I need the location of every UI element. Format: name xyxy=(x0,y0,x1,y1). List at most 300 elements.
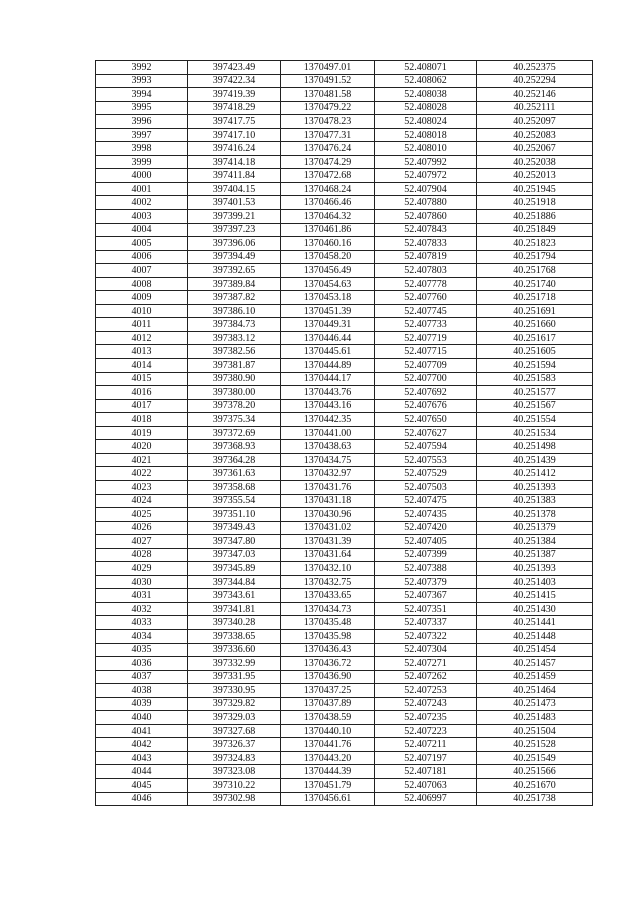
longitude-cell: 40.251441 xyxy=(477,616,593,630)
y-coordinate-cell: 1370456.49 xyxy=(281,264,375,278)
point-number-cell: 4036 xyxy=(96,657,188,671)
x-coordinate-cell: 397329.03 xyxy=(188,711,281,725)
x-coordinate-cell: 397423.49 xyxy=(188,61,281,75)
latitude-cell: 52.408024 xyxy=(375,115,477,129)
table-row xyxy=(96,291,593,305)
point-number-cell: 4004 xyxy=(96,223,188,237)
x-coordinate-cell: 397345.89 xyxy=(188,562,281,576)
longitude-cell: 40.251823 xyxy=(477,237,593,251)
latitude-cell: 52.407399 xyxy=(375,548,477,562)
point-number-cell: 4029 xyxy=(96,562,188,576)
table-row xyxy=(96,616,593,630)
table-body xyxy=(96,61,593,806)
point-number-cell: 4020 xyxy=(96,440,188,454)
x-coordinate-cell: 397347.03 xyxy=(188,548,281,562)
table-row xyxy=(96,399,593,413)
latitude-cell: 52.408062 xyxy=(375,74,477,88)
point-number-cell: 3997 xyxy=(96,128,188,142)
x-coordinate-cell: 397336.60 xyxy=(188,643,281,657)
x-coordinate-cell: 397411.84 xyxy=(188,169,281,183)
x-coordinate-cell: 397416.24 xyxy=(188,142,281,156)
table-row xyxy=(96,602,593,616)
latitude-cell: 52.407181 xyxy=(375,765,477,779)
x-coordinate-cell: 397414.18 xyxy=(188,155,281,169)
x-coordinate-cell: 397396.06 xyxy=(188,237,281,251)
latitude-cell: 52.407833 xyxy=(375,237,477,251)
y-coordinate-cell: 1370436.72 xyxy=(281,657,375,671)
latitude-cell: 52.407627 xyxy=(375,426,477,440)
y-coordinate-cell: 1370476.24 xyxy=(281,142,375,156)
y-coordinate-cell: 1370453.18 xyxy=(281,291,375,305)
table-row xyxy=(96,318,593,332)
latitude-cell: 52.407503 xyxy=(375,480,477,494)
latitude-cell: 52.407880 xyxy=(375,196,477,210)
y-coordinate-cell: 1370443.76 xyxy=(281,386,375,400)
longitude-cell: 40.251504 xyxy=(477,724,593,738)
longitude-cell: 40.251670 xyxy=(477,778,593,792)
x-coordinate-cell: 397394.49 xyxy=(188,250,281,264)
latitude-cell: 52.407271 xyxy=(375,657,477,671)
y-coordinate-cell: 1370460.16 xyxy=(281,237,375,251)
table-row xyxy=(96,128,593,142)
y-coordinate-cell: 1370436.43 xyxy=(281,643,375,657)
latitude-cell: 52.407420 xyxy=(375,521,477,535)
longitude-cell: 40.252294 xyxy=(477,74,593,88)
y-coordinate-cell: 1370474.29 xyxy=(281,155,375,169)
point-number-cell: 4024 xyxy=(96,494,188,508)
point-number-cell: 3994 xyxy=(96,88,188,102)
longitude-cell: 40.251617 xyxy=(477,331,593,345)
latitude-cell: 52.407709 xyxy=(375,359,477,373)
longitude-cell: 40.251768 xyxy=(477,264,593,278)
longitude-cell: 40.251718 xyxy=(477,291,593,305)
point-number-cell: 4019 xyxy=(96,426,188,440)
point-number-cell: 4021 xyxy=(96,453,188,467)
point-number-cell: 4010 xyxy=(96,304,188,318)
longitude-cell: 40.251605 xyxy=(477,345,593,359)
latitude-cell: 52.407733 xyxy=(375,318,477,332)
latitude-cell: 52.407337 xyxy=(375,616,477,630)
longitude-cell: 40.251567 xyxy=(477,399,593,413)
x-coordinate-cell: 397372.69 xyxy=(188,426,281,440)
latitude-cell: 52.407692 xyxy=(375,386,477,400)
longitude-cell: 40.251454 xyxy=(477,643,593,657)
point-number-cell: 4017 xyxy=(96,399,188,413)
latitude-cell: 52.407223 xyxy=(375,724,477,738)
point-number-cell: 4007 xyxy=(96,264,188,278)
x-coordinate-cell: 397310.22 xyxy=(188,778,281,792)
longitude-cell: 40.251566 xyxy=(477,765,593,779)
x-coordinate-cell: 397351.10 xyxy=(188,508,281,522)
latitude-cell: 52.407778 xyxy=(375,277,477,291)
x-coordinate-cell: 397340.28 xyxy=(188,616,281,630)
longitude-cell: 40.251945 xyxy=(477,182,593,196)
table-row xyxy=(96,142,593,156)
y-coordinate-cell: 1370479.22 xyxy=(281,101,375,115)
y-coordinate-cell: 1370458.20 xyxy=(281,250,375,264)
y-coordinate-cell: 1370440.10 xyxy=(281,724,375,738)
point-number-cell: 4027 xyxy=(96,535,188,549)
longitude-cell: 40.251740 xyxy=(477,277,593,291)
table-row xyxy=(96,413,593,427)
x-coordinate-cell: 397344.84 xyxy=(188,575,281,589)
point-number-cell: 4033 xyxy=(96,616,188,630)
y-coordinate-cell: 1370434.75 xyxy=(281,453,375,467)
point-number-cell: 4039 xyxy=(96,697,188,711)
point-number-cell: 3993 xyxy=(96,74,188,88)
latitude-cell: 52.407379 xyxy=(375,575,477,589)
x-coordinate-cell: 397401.53 xyxy=(188,196,281,210)
x-coordinate-cell: 397397.23 xyxy=(188,223,281,237)
latitude-cell: 52.407197 xyxy=(375,751,477,765)
y-coordinate-cell: 1370431.02 xyxy=(281,521,375,535)
latitude-cell: 52.407304 xyxy=(375,643,477,657)
y-coordinate-cell: 1370436.90 xyxy=(281,670,375,684)
table-row xyxy=(96,88,593,102)
table-row xyxy=(96,210,593,224)
latitude-cell: 52.407904 xyxy=(375,182,477,196)
point-number-cell: 4046 xyxy=(96,792,188,806)
y-coordinate-cell: 1370472.68 xyxy=(281,169,375,183)
coordinate-table xyxy=(95,60,593,806)
point-number-cell: 4016 xyxy=(96,386,188,400)
x-coordinate-cell: 397392.65 xyxy=(188,264,281,278)
point-number-cell: 4035 xyxy=(96,643,188,657)
table-row xyxy=(96,575,593,589)
longitude-cell: 40.251498 xyxy=(477,440,593,454)
table-row xyxy=(96,657,593,671)
latitude-cell: 52.408071 xyxy=(375,61,477,75)
table-row xyxy=(96,74,593,88)
table-row xyxy=(96,223,593,237)
y-coordinate-cell: 1370444.89 xyxy=(281,359,375,373)
longitude-cell: 40.251464 xyxy=(477,684,593,698)
point-number-cell: 3996 xyxy=(96,115,188,129)
table-row xyxy=(96,467,593,481)
x-coordinate-cell: 397418.29 xyxy=(188,101,281,115)
point-number-cell: 4028 xyxy=(96,548,188,562)
x-coordinate-cell: 397326.37 xyxy=(188,738,281,752)
longitude-cell: 40.252083 xyxy=(477,128,593,142)
y-coordinate-cell: 1370464.32 xyxy=(281,210,375,224)
point-number-cell: 4031 xyxy=(96,589,188,603)
latitude-cell: 52.406997 xyxy=(375,792,477,806)
y-coordinate-cell: 1370449.31 xyxy=(281,318,375,332)
point-number-cell: 4012 xyxy=(96,331,188,345)
y-coordinate-cell: 1370441.00 xyxy=(281,426,375,440)
x-coordinate-cell: 397338.65 xyxy=(188,629,281,643)
table-row xyxy=(96,670,593,684)
latitude-cell: 52.407803 xyxy=(375,264,477,278)
latitude-cell: 52.407235 xyxy=(375,711,477,725)
y-coordinate-cell: 1370431.39 xyxy=(281,535,375,549)
longitude-cell: 40.252097 xyxy=(477,115,593,129)
longitude-cell: 40.251691 xyxy=(477,304,593,318)
longitude-cell: 40.251412 xyxy=(477,467,593,481)
y-coordinate-cell: 1370432.97 xyxy=(281,467,375,481)
latitude-cell: 52.407819 xyxy=(375,250,477,264)
point-number-cell: 4041 xyxy=(96,724,188,738)
table-row xyxy=(96,115,593,129)
y-coordinate-cell: 1370435.98 xyxy=(281,629,375,643)
table-row xyxy=(96,589,593,603)
x-coordinate-cell: 397380.90 xyxy=(188,372,281,386)
x-coordinate-cell: 397347.80 xyxy=(188,535,281,549)
point-number-cell: 4018 xyxy=(96,413,188,427)
x-coordinate-cell: 397417.75 xyxy=(188,115,281,129)
longitude-cell: 40.251383 xyxy=(477,494,593,508)
y-coordinate-cell: 1370454.63 xyxy=(281,277,375,291)
table-row xyxy=(96,386,593,400)
y-coordinate-cell: 1370461.86 xyxy=(281,223,375,237)
latitude-cell: 52.408038 xyxy=(375,88,477,102)
x-coordinate-cell: 397380.00 xyxy=(188,386,281,400)
latitude-cell: 52.407063 xyxy=(375,778,477,792)
table-row xyxy=(96,277,593,291)
y-coordinate-cell: 1370451.39 xyxy=(281,304,375,318)
latitude-cell: 52.407843 xyxy=(375,223,477,237)
y-coordinate-cell: 1370431.18 xyxy=(281,494,375,508)
y-coordinate-cell: 1370437.89 xyxy=(281,697,375,711)
point-number-cell: 3999 xyxy=(96,155,188,169)
table-row xyxy=(96,196,593,210)
x-coordinate-cell: 397364.28 xyxy=(188,453,281,467)
table-row xyxy=(96,751,593,765)
latitude-cell: 52.407529 xyxy=(375,467,477,481)
y-coordinate-cell: 1370432.10 xyxy=(281,562,375,576)
x-coordinate-cell: 397387.82 xyxy=(188,291,281,305)
latitude-cell: 52.407553 xyxy=(375,453,477,467)
point-number-cell: 4022 xyxy=(96,467,188,481)
point-number-cell: 4026 xyxy=(96,521,188,535)
y-coordinate-cell: 1370468.24 xyxy=(281,182,375,196)
y-coordinate-cell: 1370434.73 xyxy=(281,602,375,616)
latitude-cell: 52.407435 xyxy=(375,508,477,522)
y-coordinate-cell: 1370431.76 xyxy=(281,480,375,494)
latitude-cell: 52.407367 xyxy=(375,589,477,603)
point-number-cell: 4006 xyxy=(96,250,188,264)
table-row xyxy=(96,765,593,779)
table-row xyxy=(96,155,593,169)
point-number-cell: 4013 xyxy=(96,345,188,359)
y-coordinate-cell: 1370466.46 xyxy=(281,196,375,210)
y-coordinate-cell: 1370444.39 xyxy=(281,765,375,779)
table-row xyxy=(96,494,593,508)
point-number-cell: 4001 xyxy=(96,182,188,196)
y-coordinate-cell: 1370441.76 xyxy=(281,738,375,752)
point-number-cell: 4014 xyxy=(96,359,188,373)
y-coordinate-cell: 1370437.25 xyxy=(281,684,375,698)
longitude-cell: 40.252375 xyxy=(477,61,593,75)
longitude-cell: 40.251738 xyxy=(477,792,593,806)
latitude-cell: 52.407860 xyxy=(375,210,477,224)
x-coordinate-cell: 397399.21 xyxy=(188,210,281,224)
latitude-cell: 52.407992 xyxy=(375,155,477,169)
point-number-cell: 4005 xyxy=(96,237,188,251)
x-coordinate-cell: 397384.73 xyxy=(188,318,281,332)
table-row xyxy=(96,643,593,657)
longitude-cell: 40.251528 xyxy=(477,738,593,752)
y-coordinate-cell: 1370444.17 xyxy=(281,372,375,386)
y-coordinate-cell: 1370431.64 xyxy=(281,548,375,562)
longitude-cell: 40.251379 xyxy=(477,521,593,535)
latitude-cell: 52.407405 xyxy=(375,535,477,549)
point-number-cell: 3998 xyxy=(96,142,188,156)
table-row xyxy=(96,548,593,562)
longitude-cell: 40.251430 xyxy=(477,602,593,616)
x-coordinate-cell: 397332.99 xyxy=(188,657,281,671)
point-number-cell: 4045 xyxy=(96,778,188,792)
longitude-cell: 40.252146 xyxy=(477,88,593,102)
longitude-cell: 40.251378 xyxy=(477,508,593,522)
longitude-cell: 40.251415 xyxy=(477,589,593,603)
x-coordinate-cell: 397404.15 xyxy=(188,182,281,196)
y-coordinate-cell: 1370442.35 xyxy=(281,413,375,427)
longitude-cell: 40.251918 xyxy=(477,196,593,210)
point-number-cell: 4003 xyxy=(96,210,188,224)
x-coordinate-cell: 397417.10 xyxy=(188,128,281,142)
point-number-cell: 4032 xyxy=(96,602,188,616)
latitude-cell: 52.407253 xyxy=(375,684,477,698)
table-row xyxy=(96,101,593,115)
longitude-cell: 40.252038 xyxy=(477,155,593,169)
latitude-cell: 52.407760 xyxy=(375,291,477,305)
latitude-cell: 52.407211 xyxy=(375,738,477,752)
x-coordinate-cell: 397327.68 xyxy=(188,724,281,738)
x-coordinate-cell: 397382.56 xyxy=(188,345,281,359)
latitude-cell: 52.407719 xyxy=(375,331,477,345)
x-coordinate-cell: 397375.34 xyxy=(188,413,281,427)
latitude-cell: 52.408010 xyxy=(375,142,477,156)
x-coordinate-cell: 397368.93 xyxy=(188,440,281,454)
table-row xyxy=(96,264,593,278)
latitude-cell: 52.407388 xyxy=(375,562,477,576)
point-number-cell: 4009 xyxy=(96,291,188,305)
latitude-cell: 52.407475 xyxy=(375,494,477,508)
table-row xyxy=(96,453,593,467)
x-coordinate-cell: 397419.39 xyxy=(188,88,281,102)
longitude-cell: 40.251849 xyxy=(477,223,593,237)
x-coordinate-cell: 397324.83 xyxy=(188,751,281,765)
x-coordinate-cell: 397378.20 xyxy=(188,399,281,413)
table-row xyxy=(96,304,593,318)
latitude-cell: 52.408028 xyxy=(375,101,477,115)
y-coordinate-cell: 1370432.75 xyxy=(281,575,375,589)
point-number-cell: 4040 xyxy=(96,711,188,725)
x-coordinate-cell: 397349.43 xyxy=(188,521,281,535)
latitude-cell: 52.407262 xyxy=(375,670,477,684)
y-coordinate-cell: 1370451.79 xyxy=(281,778,375,792)
longitude-cell: 40.251439 xyxy=(477,453,593,467)
latitude-cell: 52.407700 xyxy=(375,372,477,386)
point-number-cell: 4023 xyxy=(96,480,188,494)
x-coordinate-cell: 397355.54 xyxy=(188,494,281,508)
latitude-cell: 52.408018 xyxy=(375,128,477,142)
table-row xyxy=(96,535,593,549)
x-coordinate-cell: 397358.68 xyxy=(188,480,281,494)
longitude-cell: 40.251583 xyxy=(477,372,593,386)
latitude-cell: 52.407745 xyxy=(375,304,477,318)
longitude-cell: 40.251794 xyxy=(477,250,593,264)
y-coordinate-cell: 1370430.96 xyxy=(281,508,375,522)
table-row xyxy=(96,508,593,522)
x-coordinate-cell: 397302.98 xyxy=(188,792,281,806)
table-row xyxy=(96,792,593,806)
x-coordinate-cell: 397330.95 xyxy=(188,684,281,698)
y-coordinate-cell: 1370456.61 xyxy=(281,792,375,806)
longitude-cell: 40.251886 xyxy=(477,210,593,224)
longitude-cell: 40.251387 xyxy=(477,548,593,562)
longitude-cell: 40.251459 xyxy=(477,670,593,684)
table-row xyxy=(96,345,593,359)
table-row xyxy=(96,169,593,183)
table-row xyxy=(96,61,593,75)
latitude-cell: 52.407594 xyxy=(375,440,477,454)
longitude-cell: 40.251660 xyxy=(477,318,593,332)
longitude-cell: 40.251473 xyxy=(477,697,593,711)
y-coordinate-cell: 1370446.44 xyxy=(281,331,375,345)
longitude-cell: 40.251554 xyxy=(477,413,593,427)
point-number-cell: 4038 xyxy=(96,684,188,698)
table-row xyxy=(96,440,593,454)
table-row xyxy=(96,182,593,196)
latitude-cell: 52.407972 xyxy=(375,169,477,183)
table-row xyxy=(96,562,593,576)
longitude-cell: 40.251384 xyxy=(477,535,593,549)
table-row xyxy=(96,521,593,535)
y-coordinate-cell: 1370481.58 xyxy=(281,88,375,102)
point-number-cell: 4030 xyxy=(96,575,188,589)
longitude-cell: 40.251448 xyxy=(477,629,593,643)
y-coordinate-cell: 1370491.52 xyxy=(281,74,375,88)
point-number-cell: 4002 xyxy=(96,196,188,210)
y-coordinate-cell: 1370435.48 xyxy=(281,616,375,630)
x-coordinate-cell: 397422.34 xyxy=(188,74,281,88)
latitude-cell: 52.407351 xyxy=(375,602,477,616)
latitude-cell: 52.407715 xyxy=(375,345,477,359)
latitude-cell: 52.407322 xyxy=(375,629,477,643)
y-coordinate-cell: 1370497.01 xyxy=(281,61,375,75)
table-row xyxy=(96,250,593,264)
y-coordinate-cell: 1370443.20 xyxy=(281,751,375,765)
point-number-cell: 4008 xyxy=(96,277,188,291)
longitude-cell: 40.251577 xyxy=(477,386,593,400)
longitude-cell: 40.252111 xyxy=(477,101,593,115)
longitude-cell: 40.251393 xyxy=(477,562,593,576)
longitude-cell: 40.252067 xyxy=(477,142,593,156)
longitude-cell: 40.251393 xyxy=(477,480,593,494)
y-coordinate-cell: 1370445.61 xyxy=(281,345,375,359)
table-row xyxy=(96,426,593,440)
latitude-cell: 52.407243 xyxy=(375,697,477,711)
longitude-cell: 40.251534 xyxy=(477,426,593,440)
table-row xyxy=(96,480,593,494)
point-number-cell: 4025 xyxy=(96,508,188,522)
longitude-cell: 40.251457 xyxy=(477,657,593,671)
latitude-cell: 52.407650 xyxy=(375,413,477,427)
point-number-cell: 4042 xyxy=(96,738,188,752)
x-coordinate-cell: 397361.63 xyxy=(188,467,281,481)
y-coordinate-cell: 1370433.65 xyxy=(281,589,375,603)
longitude-cell: 40.251483 xyxy=(477,711,593,725)
table-row xyxy=(96,738,593,752)
x-coordinate-cell: 397323.08 xyxy=(188,765,281,779)
table-row xyxy=(96,237,593,251)
point-number-cell: 4044 xyxy=(96,765,188,779)
point-number-cell: 4000 xyxy=(96,169,188,183)
y-coordinate-cell: 1370478.23 xyxy=(281,115,375,129)
x-coordinate-cell: 397389.84 xyxy=(188,277,281,291)
